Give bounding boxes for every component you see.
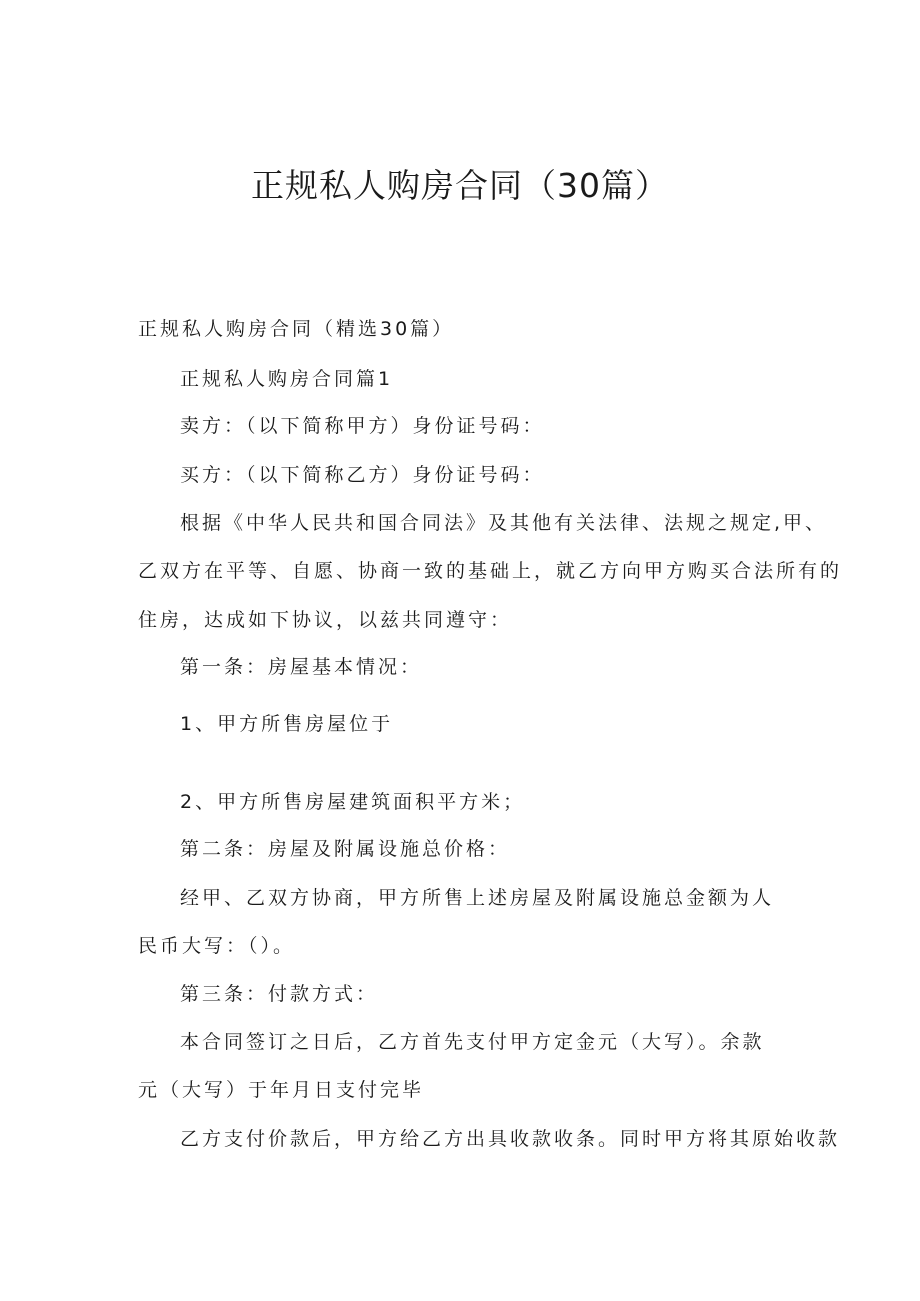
paragraph-line: 元（大写）于年月日支付完毕 bbox=[138, 1079, 425, 1101]
paragraph-line: 经甲、乙双方协商，甲方所售上述房屋及附属设施总金额为人 bbox=[180, 887, 775, 909]
clause-line: 1、甲方所售房屋位于 bbox=[180, 713, 394, 735]
article-heading: 第二条：房屋及附属设施总价格： bbox=[180, 838, 511, 860]
paragraph-line: 本合同签订之日后，乙方首先支付甲方定金元（大写）。余款 bbox=[180, 1031, 765, 1053]
buyer-line: 买方：（以下简称乙方）身份证号码： bbox=[180, 464, 545, 486]
clause-line: 2、甲方所售房屋建筑面积平方米； bbox=[180, 791, 526, 813]
section-heading: 正规私人购房合同篇1 bbox=[180, 368, 394, 390]
paragraph-line: 乙双方在平等、自愿、协商一致的基础上，就乙方向甲方购买合法所有的 bbox=[138, 560, 843, 582]
paragraph-line: 住房，达成如下协议，以兹共同遵守： bbox=[138, 609, 513, 631]
document-title: 正规私人购房合同（30篇） bbox=[251, 166, 669, 205]
document-subtitle: 正规私人购房合同（精选30篇） bbox=[138, 318, 455, 340]
article-heading: 第一条：房屋基本情况： bbox=[180, 656, 423, 678]
paragraph-line: 根据《中华人民共和国合同法》及其他有关法律、法规之规定,甲、 bbox=[180, 512, 828, 534]
paragraph-line: 乙方支付价款后，甲方给乙方出具收款收条。同时甲方将其原始收款 bbox=[180, 1128, 841, 1150]
paragraph-line: 民币大写：（）。 bbox=[138, 935, 296, 957]
seller-line: 卖方：（以下简称甲方）身份证号码： bbox=[180, 415, 545, 437]
article-heading: 第三条：付款方式： bbox=[180, 983, 379, 1005]
